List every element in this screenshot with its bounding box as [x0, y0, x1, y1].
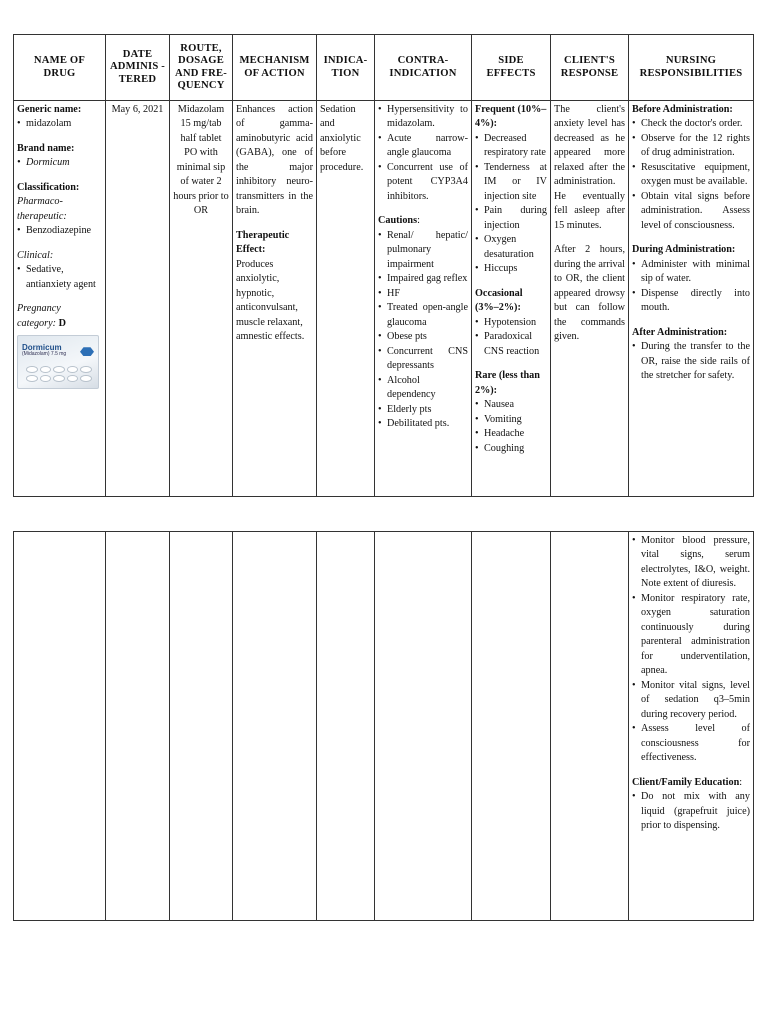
contraindication-cell: • Hypersensitivity to midazolam. • Acute narrow-angle glaucoma • Concurrent use of potent CYP3A4 inhibitors. Cautions: • Renal/ hepatic/ pulmonary impairment • Impaired gag reflex • HF • Treated open-angle glaucoma • Obese pts • Concurrent CNS depressants • Alcohol dependency • Elderly pts • Debilitated pts. [375, 101, 472, 497]
brand-name-value: • Dormicum [17, 156, 102, 170]
caution-item: • Renal/ hepatic/ pulmonary impairment [378, 229, 468, 272]
before-administration-label: Before Administration: [632, 104, 733, 115]
header-name-of-drug: NAME OF DRUG [14, 35, 106, 101]
side-effects-cell [472, 101, 551, 497]
pharmaco-label: Pharmaco-therapeutic: [17, 196, 67, 222]
side-effect-item: • Hypotension [475, 316, 547, 330]
pregnancy-label: Pregnancy category: [17, 303, 61, 329]
clinical-label: Clinical: [17, 249, 54, 261]
nursing-item: • During the transfer to the OR, raise the side rails of the stretcher for safety. [632, 340, 750, 383]
generic-name-value: • midazolam [17, 117, 102, 131]
education-label: Client/Family Education [632, 776, 740, 788]
side-effect-item: • Tenderness at IM or IV injection site [475, 161, 547, 204]
nursing-item: • Administer with minimal sip of water. [632, 258, 750, 287]
generic-name-label: Generic name: [17, 104, 82, 115]
table-row [14, 532, 754, 921]
nursing-item: • Do not mix with any liquid (grapefruit juice) prior to dispensing. [632, 790, 750, 833]
side-effect-item: • Hiccups [475, 262, 547, 276]
pregnancy-value: D [58, 317, 66, 329]
header-mechanism-of-action: MECHANISM OF ACTION [233, 35, 317, 101]
header-nursing-responsibilities: NURSING RESPONSIBILITIES [629, 35, 754, 101]
after-administration-label: After Administration: [632, 326, 728, 338]
caution-item: • HF [378, 287, 468, 301]
mechanism-text: Enhances action of gamma-aminobutyric acid (GABA), one of the major inhibitory neuro-transmitters in the brain. [236, 104, 313, 217]
contraindication-item: • Acute narrow-angle glaucoma [378, 132, 468, 161]
tablet-blister-icon [26, 366, 92, 382]
nursing-item: • Observe for the 12 rights of drug administration. [632, 132, 750, 161]
side-effect-item: • Paradoxical CNS reaction [475, 330, 547, 359]
package-brand-text: Dormicum [22, 343, 62, 353]
empty-cell [106, 532, 170, 921]
indication-cell [317, 101, 375, 497]
header-side-effects: SIDE EFFECTS [472, 35, 551, 101]
manufacturer-logo-icon [80, 347, 94, 356]
package-sub-text: (Midazolam) 7.5 mg [22, 351, 67, 358]
side-effect-item: • Vomiting [475, 413, 547, 427]
classification-label: Classification: [17, 181, 80, 193]
header-row [14, 35, 754, 101]
caution-item: • Treated open-angle glaucoma [378, 301, 468, 330]
side-effect-item: • Coughing [475, 442, 547, 456]
nursing-item: • Dispense directly into mouth. [632, 287, 750, 316]
caution-item: • Alcohol dependency [378, 374, 468, 403]
caution-item: • Debilitated pts. [378, 417, 468, 431]
caution-item: • Impaired gag reflex [378, 272, 468, 286]
clinical-value: • Sedative, antianxiety agent [17, 263, 102, 292]
nursing-cell [629, 101, 754, 497]
nursing-item: • Obtain vital signs before administration. Assess level of consciousness. [632, 190, 750, 233]
mechanism-cell [233, 101, 317, 497]
empty-cell [375, 532, 472, 921]
nursing-item: • Check the doctor's order. [632, 117, 750, 131]
empty-cell [472, 532, 551, 921]
empty-cell [170, 532, 233, 921]
rare-label: Rare (less than 2%): [475, 370, 540, 396]
side-effect-item: • Nausea [475, 398, 547, 412]
client-response-cell [551, 101, 629, 497]
date-value: May 6, 2021 [111, 104, 164, 115]
empty-cell [317, 532, 375, 921]
empty-cell [233, 532, 317, 921]
route-value: Midazolam 15 mg/tab half tablet PO with minimal sip of water 2 hours prior to OR [173, 104, 229, 217]
empty-cell [14, 532, 106, 921]
drug-study-table-continued [13, 531, 754, 921]
nursing-item: • Resuscitative equipment, oxygen must be available. [632, 161, 750, 190]
date-cell [106, 101, 170, 497]
header-contraindication: CONTRA- INDICATION [375, 35, 472, 101]
header-route-dosage-frequency: ROUTE, DOSAGE AND FRE- QUENCY [170, 35, 233, 101]
route-cell [170, 101, 233, 497]
nursing-item: • Monitor respiratory rate, oxygen saturation continuously during parenteral administration for underventilation, apnea. [632, 592, 750, 679]
during-administration-label: During Administration: [632, 244, 736, 256]
nursing-item: • Monitor vital signs, level of sedation q3–5min during recovery period. [632, 679, 750, 722]
frequent-label: Frequent (10%–4%): [475, 104, 547, 130]
drug-study-table [13, 34, 754, 497]
table-row [14, 101, 754, 497]
side-effect-item: • Headache [475, 427, 547, 441]
brand-name-label: Brand name: [17, 142, 75, 154]
client-response-text: The client's anxiety level has decreased as he appeared more relaxed after the administration. He eventually fell asleep after 15 minutes. [554, 104, 625, 231]
indication-value: Sedation and anxiolytic before procedure. [320, 104, 364, 173]
header-clients-response: CLIENT'S RESPONSE [551, 35, 629, 101]
caution-item: • Obese pts [378, 330, 468, 344]
nursing-item: • Monitor blood pressure, vital signs, serum electrolytes, I&O, weight. Note extent of diuresis. [632, 534, 750, 592]
therapeutic-effect-label: Therapeutic Effect: [236, 229, 290, 256]
caution-item: • Elderly pts [378, 403, 468, 417]
cautions-label: Cautions [378, 215, 418, 227]
contraindication-item: • Concurrent use of potent CYP3A4 inhibitors. [378, 161, 468, 204]
client-response-text-2: After 2 hours, during the arrival to OR, the client appeared drowsy but can follow the commands given. [554, 244, 625, 343]
pharmaco-value: • Benzodiazepine [17, 224, 102, 238]
side-effect-item: • Decreased respiratory rate [475, 132, 547, 161]
nursing-item: • Assess level of consciousness for effectiveness. [632, 722, 750, 765]
caution-item: • Concurrent CNS depressants [378, 345, 468, 374]
side-effect-item: • Pain during injection [475, 204, 547, 233]
header-indication: INDICA- TION [317, 35, 375, 101]
header-date-administered: DATE ADMINIS -TERED [106, 35, 170, 101]
drug-package-image [17, 335, 99, 389]
nursing-cell-continued: • Monitor blood pressure, vital signs, serum electrolytes, I&O, weight. Note extent of diuresis. • Monitor respiratory rate, oxygen saturation continuously during parenteral administration for underventilation, apnea. • Monitor vital signs, level of sedation q3–5min during recovery period. • Assess level of consciousness for effectiveness. Client/Family Education: • Do not mix with any liquid (grapefruit juice) prior to dispensing. [629, 532, 754, 921]
empty-cell [551, 532, 629, 921]
contraindication-item: • Hypersensitivity to midazolam. [378, 103, 468, 132]
occasional-label: Occasional (3%–2%): [475, 287, 523, 314]
side-effect-item: • Oxygen desaturation [475, 233, 547, 262]
drug-name-cell [14, 101, 106, 497]
therapeutic-effect-text: Produces anxiolytic, hypnotic, anticonvulsant, muscle relaxant, amnestic effects. [236, 258, 305, 343]
